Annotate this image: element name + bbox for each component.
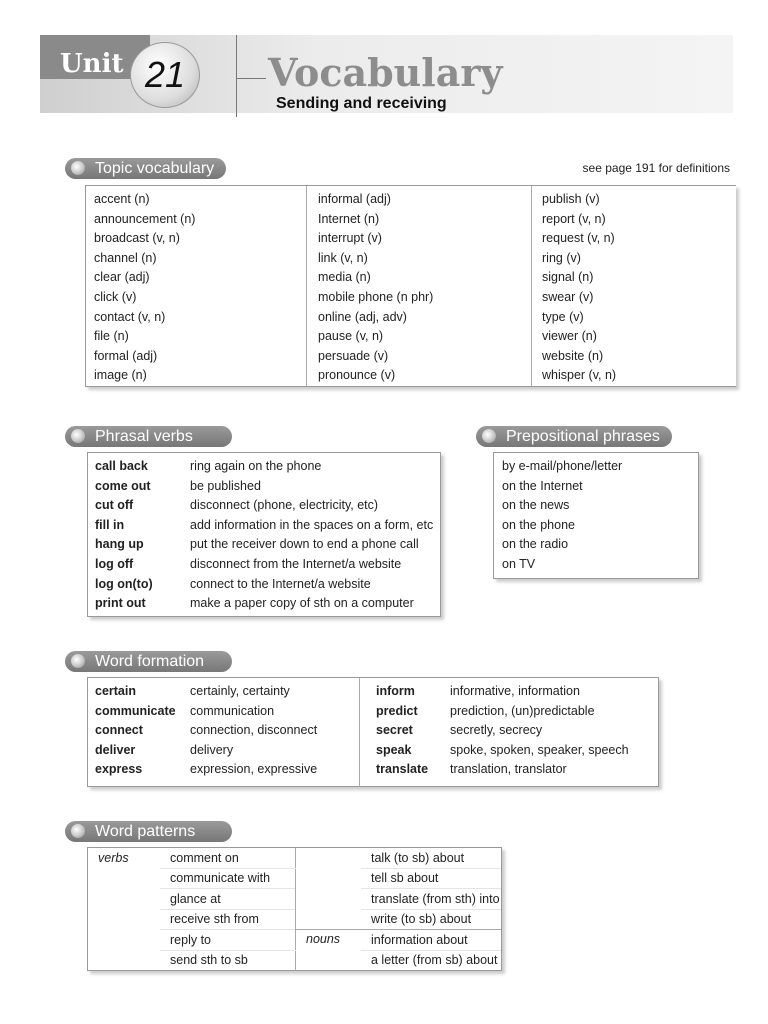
phrasal-verb: cut off [95,498,134,513]
table-column [318,190,433,386]
phrasal-verb: log off [95,556,134,571]
divider [306,186,307,386]
base-word: deliver [95,742,136,757]
table-column [94,190,195,386]
section-label: Prepositional phrases [506,428,660,445]
phrasal-verb: come out [95,478,151,493]
phrasal-definition: disconnect (phone, electricity, etc) [190,498,379,513]
prepositional-phrase: on the radio [502,537,569,552]
derived-forms: translation, translator [450,762,567,777]
vocab-item: type (v) [542,309,584,324]
phrasal-definition: make a paper copy of sth on a computer [190,596,414,611]
bullet-icon [71,161,85,175]
section-heading-topic [65,158,226,179]
vocab-item: online (adj, adv) [318,309,407,324]
section-label: Topic vocabulary [95,160,215,177]
vocab-item: media (n) [318,270,371,285]
phrasal-verb: call back [95,459,148,473]
derived-forms: informative, information [450,684,580,698]
vocab-item: clear (adj) [94,270,150,285]
vocab-item: file (n) [94,329,129,344]
phrasal-verb: fill in [95,517,125,532]
pattern-item: glance at [160,889,296,910]
vocab-item: report (v, n) [542,211,606,226]
divider [531,186,532,386]
base-word: express [95,762,143,777]
vocab-item: formal (adj) [94,348,158,363]
derived-forms: delivery [190,742,234,757]
phrasal-definition: be published [190,478,261,493]
pattern-item: comment on [160,848,296,868]
base-word: speak [376,742,412,757]
vocab-item: request (v, n) [542,231,615,246]
section-heading-patterns [65,821,232,842]
phrasal-verbs-table [87,452,441,617]
vocab-item: Internet (n) [318,211,380,226]
derived-forms: secretly, secrecy [450,723,543,738]
vocab-item: informal (adj) [318,192,391,206]
derived-forms: communication [190,703,275,718]
phrasal-definition: put the receiver down to end a phone call [190,537,419,552]
vocab-item: persuade (v) [318,348,389,363]
nouns-label: nouns [296,930,362,971]
vocab-item: accent (n) [94,192,150,206]
section-heading-formation [65,651,232,672]
page-subtitle: Sending and receiving [276,95,447,112]
prepositional-phrase: on the phone [502,517,575,532]
derived-forms: spoke, spoken, speaker, speech [450,742,629,757]
base-word: communicate [95,703,176,718]
derived-forms: expression, expressive [190,762,318,777]
table-column [190,682,317,780]
base-word: certain [95,684,136,698]
prepositional-phrase: on TV [502,556,536,571]
divider [359,678,360,786]
prepositional-phrase: on the news [502,498,570,513]
vocab-item: broadcast (v, n) [94,231,180,246]
derived-forms: certainly, certainty [190,684,290,698]
vocab-item: signal (n) [542,270,594,285]
pattern-item: receive sth from [160,909,296,930]
derived-forms: connection, disconnect [190,723,318,738]
table-column [376,682,428,780]
pattern-item: tell sb about [361,868,501,889]
prepositional-phrase: on the Internet [502,478,583,493]
phrasal-verb: print out [95,596,146,611]
derived-forms: prediction, (un)predictable [450,703,595,718]
vocab-item: pause (v, n) [318,329,384,344]
bullet-icon [71,654,85,668]
vocab-item: whisper (v, n) [542,368,617,383]
unit-label: Unit [40,35,150,79]
pattern-item: send sth to sb [170,953,248,968]
bullet-icon [482,429,496,443]
vocab-item: contact (v, n) [94,309,166,324]
pattern-item: write (to sb) about [361,909,501,930]
page-title: Vocabulary [268,50,503,95]
section-label: Word formation [95,653,205,670]
word-formation-table [87,677,659,787]
vocab-item: interrupt (v) [318,231,382,246]
phrasal-definition: connect to the Internet/a website [190,576,371,591]
prepositional-phrases-table [493,452,699,579]
table-column [502,457,622,575]
table-column [190,457,433,614]
pattern-item: talk (to sb) about [361,848,501,868]
base-word: connect [95,723,143,738]
vocab-item: click (v) [94,289,137,304]
word-patterns-table [87,847,502,971]
pattern-item: information about [361,930,501,951]
vocab-item: channel (n) [94,250,157,265]
phrasal-verb: log on(to) [95,576,153,591]
base-word: inform [376,684,415,698]
prepositional-phrase: by e-mail/phone/letter [502,459,623,473]
vocab-item: viewer (n) [542,329,597,344]
vocab-item: announcement (n) [94,211,196,226]
table-column [95,682,176,780]
vocab-item: publish (v) [542,192,600,206]
phrasal-definition: ring again on the phone [190,459,322,473]
bullet-icon [71,429,85,443]
table-column [542,190,616,386]
topic-vocabulary-table [85,185,736,387]
vocab-item: image (n) [94,368,147,383]
vocab-item: link (v, n) [318,250,368,265]
definitions-note: see page 191 for definitions [582,161,730,175]
vocab-item: mobile phone (n phr) [318,289,434,304]
bullet-icon [71,824,85,838]
pattern-item: a letter (from sb) about [371,953,498,968]
section-heading-phrasal [65,426,232,447]
phrasal-definition: add information in the spaces on a form, etc [190,517,434,532]
pattern-item: translate (from sth) into [361,889,501,910]
verbs-label: verbs [98,851,129,865]
vocab-item: swear (v) [542,289,594,304]
base-word: secret [376,723,413,738]
section-label: Word patterns [95,823,196,840]
divider [236,78,266,79]
phrasal-verb: hang up [95,537,144,552]
section-label: Phrasal verbs [95,428,193,445]
pattern-item: reply to [160,930,296,951]
vocab-item: pronounce (v) [318,368,396,383]
base-word: translate [376,762,429,777]
divider [236,35,237,117]
vocab-item: ring (v) [542,250,581,265]
vocab-item: website (n) [542,348,604,363]
table-column [95,457,153,614]
section-heading-prepositional [476,426,672,447]
table-column [450,682,629,780]
phrasal-definition: disconnect from the Internet/a website [190,556,402,571]
unit-number: 21 [130,42,200,108]
base-word: predict [376,703,418,718]
pattern-item: communicate with [160,868,296,889]
